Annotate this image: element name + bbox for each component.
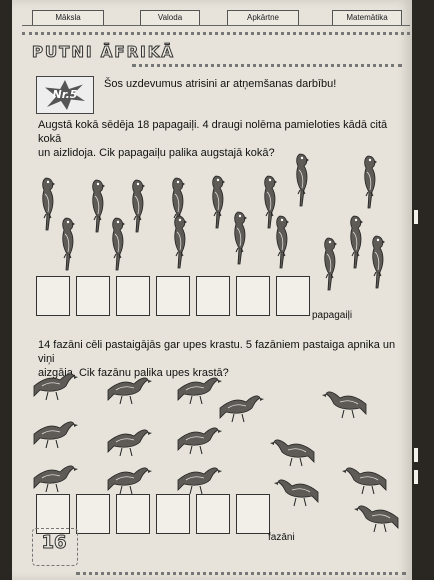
dotted-divider-top <box>22 32 410 35</box>
pheasant-icon <box>352 498 402 538</box>
answer-box[interactable] <box>116 276 150 316</box>
answer-box[interactable] <box>76 276 110 316</box>
dotted-divider-bottom <box>76 572 406 575</box>
answer-box[interactable] <box>236 494 270 534</box>
problem-1-line-2: un aizlidoja. Cik papagaiļu palika augstajā kokā? <box>38 147 275 159</box>
answer-box[interactable] <box>236 276 270 316</box>
problem-2-line-1: 14 fazāni cēli pastaigājās gar upes krastu. 5 fazāniem pastaiga apnika un viņi <box>38 339 396 365</box>
tab-maksla[interactable]: Māksla <box>32 10 104 25</box>
answer-box[interactable] <box>36 276 70 316</box>
answer-box[interactable] <box>116 494 150 534</box>
tab-valoda[interactable]: Valoda <box>140 10 200 25</box>
pheasant-row-2 <box>34 422 314 466</box>
binder-clip <box>414 210 418 224</box>
pheasants-illustration <box>12 362 412 512</box>
answer-boxes-1 <box>36 276 310 316</box>
tab-matematika[interactable]: Matemātika <box>332 10 402 25</box>
answer-box[interactable] <box>196 276 230 316</box>
problem-1-line-1: Augstā kokā sēdēja 18 papagaiļi. 4 draugi nolēma pamieloties kādā citā kokā <box>38 119 388 145</box>
tab-apkartne[interactable]: Apkārtne <box>227 10 299 25</box>
page-number: 16 <box>41 532 67 553</box>
problem-2-line-2: aizgāja. Cik fazānu palika upes krastā? <box>38 367 229 379</box>
exercise-badge <box>36 76 94 114</box>
workbook-page <box>12 0 412 580</box>
subject-tabs <box>22 6 410 24</box>
tab-divider <box>22 25 410 26</box>
answer-box[interactable] <box>76 494 110 534</box>
instruction-text: Šos uzdevumus atrisini ar atņemšanas darbību! <box>104 78 337 90</box>
exercise-number: Nr.5 <box>52 88 78 101</box>
page-title: PUTNI ĀFRIKĀ <box>32 43 175 61</box>
binder-clip <box>414 448 418 462</box>
answer-box[interactable] <box>156 276 190 316</box>
pheasant-row-1 <box>34 374 366 422</box>
answer-label-parrots: papagaiļi <box>312 310 353 321</box>
answer-box[interactable] <box>196 494 230 534</box>
parrot-row-1 <box>43 154 377 232</box>
answer-label-pheasants: fazāni <box>268 532 295 543</box>
binder-clip <box>414 470 418 484</box>
dotted-divider-title <box>132 64 402 67</box>
answer-box[interactable] <box>276 276 310 316</box>
answer-box[interactable] <box>156 494 190 534</box>
book-edge <box>412 0 434 580</box>
